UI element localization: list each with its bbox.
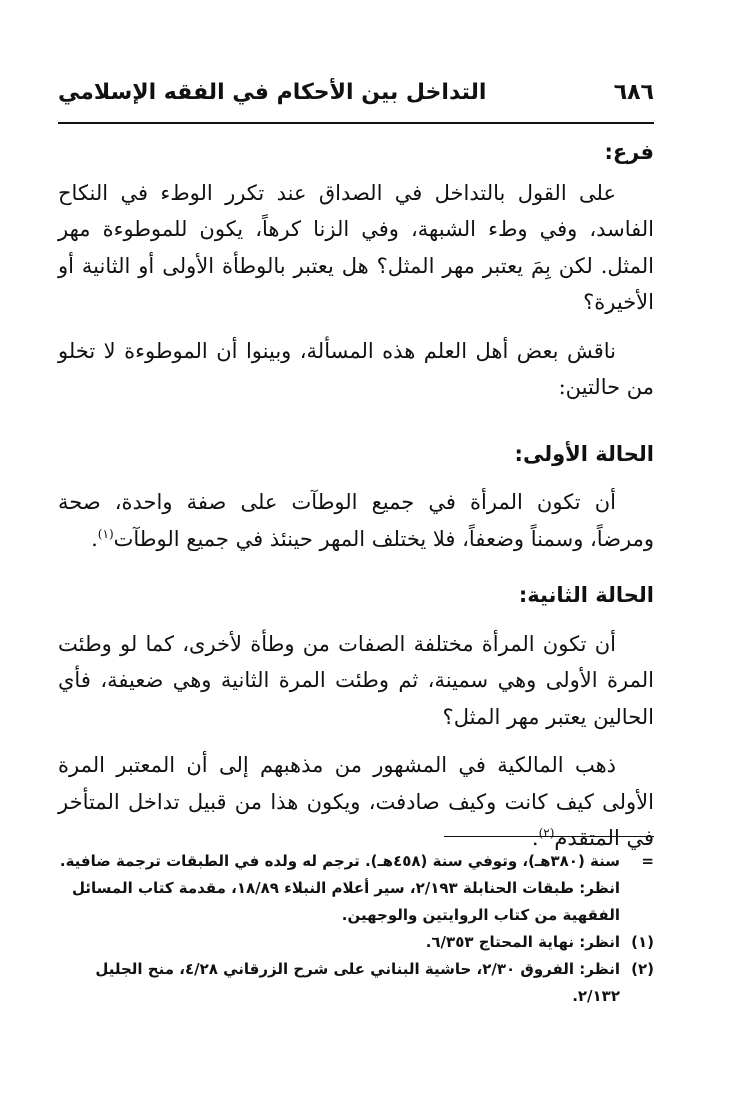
case1-heading: الحالة الأولى: <box>514 441 654 466</box>
footnote-mark: = <box>641 852 654 870</box>
footnote-ref-2: (٢) <box>538 826 555 840</box>
far-heading: فرع: <box>604 140 654 164</box>
footnote-mark: (٢) <box>631 960 654 978</box>
maliki-paragraph <box>58 747 654 857</box>
page-header <box>58 80 654 120</box>
paragraph-intro: على القول بالتداخل في الصداق عند تكرر الوطء في النكاح الفاسد، وفي وطء الشبهة، وفي الزنا كرهاً، يكون للموطوءة مهر المثل. لكن بِمَ يعتبر مهر المثل؟ هل يعتبر بالوطأة الأولى أو الثانية أو الأخيرة؟ <box>58 180 654 314</box>
maliki-text: ذهب المالكية في المشهور من مذهبهم إلى أن المعتبر المرة الأولى كيف كانت وكيف صادفت، ويكون هذا من قبيل تداخل المتأخر في المتقدم <box>58 753 654 850</box>
footnote-sources <box>58 875 654 929</box>
header-rule <box>58 122 654 124</box>
main-text <box>58 134 654 857</box>
running-title: التداخل بين الأحكام في الفقه الإسلامي <box>58 80 487 105</box>
case1-paragraph <box>58 484 654 557</box>
footnote-mark <box>620 875 654 929</box>
paragraph-two-cases: ناقش بعض أهل العلم هذه المسألة، وبينوا أن الموطوءة لا تخلو من حالتين: <box>58 338 654 399</box>
footnote-text: انظر: نهاية المحتاج ٦/٣٥٣. <box>425 933 620 951</box>
case2-heading: الحالة الثانية: <box>518 583 654 607</box>
footnote-text: انظر: الفروق ٢/٣٠، حاشية البناني على شرح الزرقاني ٤/٢٨، منح الجليل ٢/١٣٢. <box>95 960 620 1005</box>
case1-text: أن تكون المرأة في جميع الوطآت على صفة واحدة، صحة ومرضاً، وسمناً وضعفاً، فلا يختلف المهر حينئذ في جميع الوطآت <box>58 490 654 551</box>
footnote-1 <box>58 929 654 956</box>
footnote-ref-1: (١) <box>97 526 114 541</box>
maliki-end: . <box>531 826 539 850</box>
case1-end: . <box>91 526 98 551</box>
footnote-2 <box>58 956 654 1010</box>
footnote-rule <box>444 836 654 837</box>
footnote-text: انظر: طبقات الحنابلة ٢/١٩٣، سير أعلام النبلاء ١٨/٨٩، مقدمة كتاب المسائل الفقهية من كتاب الروايتين والوجهين. <box>72 879 620 924</box>
page-number: ٦٨٦ <box>613 80 654 105</box>
footnote-continued <box>58 848 654 875</box>
case2-paragraph: أن تكون المرأة مختلفة الصفات من وطأة لأخرى، كما لو وطئت المرة الأولى وهي سمينة، ثم وطئت المرة الثانية وهي ضعيفة، فأي الحالين يعتبر مهر المثل؟ <box>58 631 654 729</box>
footnotes <box>58 848 654 1010</box>
footnote-mark: (١) <box>631 933 654 951</box>
footnote-text: سنة (٣٨٠هـ)، وتوفي سنة (٤٥٨هـ). ترجم له ولده في الطبقات ترجمة ضافية. <box>59 852 620 870</box>
